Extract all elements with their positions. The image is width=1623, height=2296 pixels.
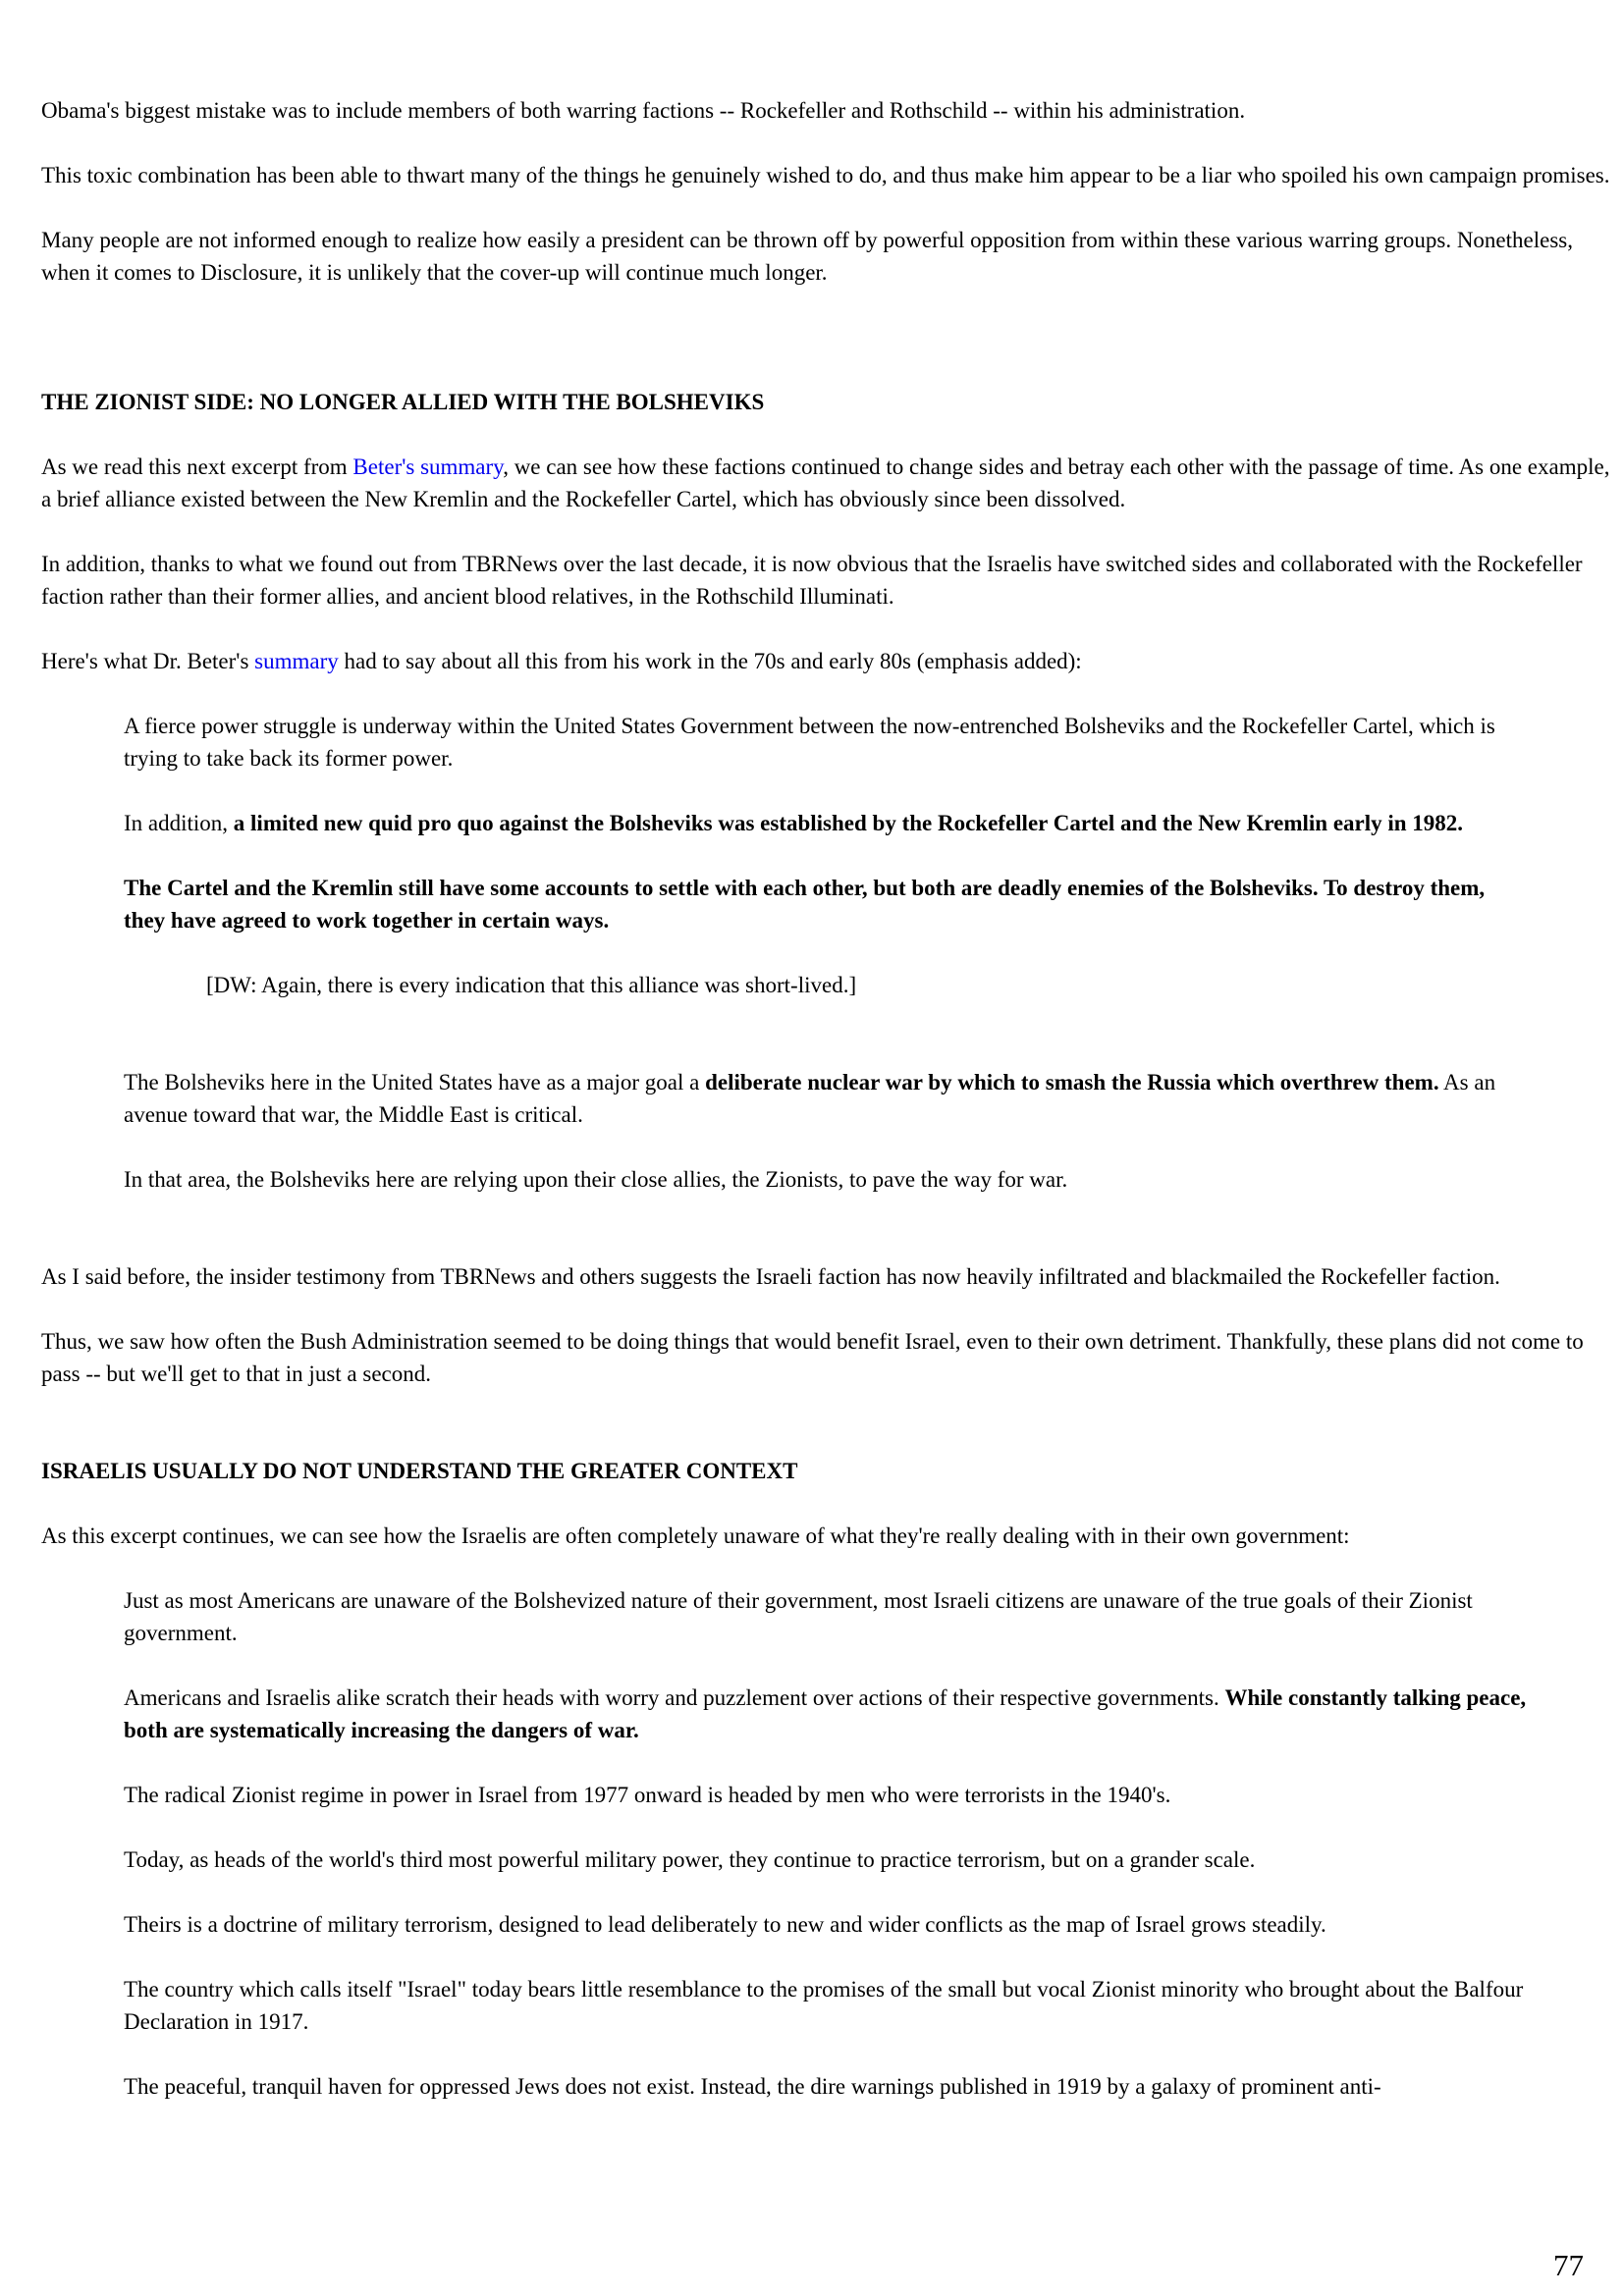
quote-paragraph: The peaceful, tranquil haven for oppressed Jews does not exist. Instead, the dire warnings published in 1919 by a galaxy of prominent anti- <box>124 2074 1381 2099</box>
paragraph <box>41 451 1612 515</box>
paragraph: As this excerpt continues, we can see how the Israelis are often completely unaware of what they're really dealing with in their own government: <box>41 1523 1350 1548</box>
editor-note: [DW: Again, there is every indication that this alliance was short-lived.] <box>206 973 857 997</box>
section-heading: THE ZIONIST SIDE: NO LONGER ALLIED WITH THE BOLSHEVIKS <box>41 390 765 414</box>
quote-text: The Bolsheviks here in the United States have as a major goal a <box>124 1070 706 1095</box>
blockquote <box>124 1584 1528 2103</box>
quote-paragraph: The country which calls itself "Israel" today bears little resemblance to the promises of the small but vocal Zionist minority who brought about the Balfour Declaration in 1917. <box>124 1977 1524 2034</box>
quote-text: As an avenue toward that war, the Middle East is critical. <box>124 1070 1496 1127</box>
paragraph: In addition, thanks to what we found out from TBRNews over the last decade, it is now obvious that the Israelis have switched sides and collaborated with the Rockefeller faction rather than their former allies, and ancient blood relatives, in the Rothschild Illuminati. <box>41 552 1583 609</box>
paragraph-text: As we read this next excerpt from <box>41 454 353 479</box>
page-number: 77 <box>1553 2248 1584 2282</box>
spacer <box>124 1034 1528 1066</box>
spacer <box>41 321 1612 386</box>
paragraph: Obama's biggest mistake was to include members of both warring factions -- Rockefeller and Rothschild -- within his administration. <box>41 98 1246 123</box>
paragraph-text: had to say about all this from his work in the 70s and early 80s (emphasis added): <box>338 649 1082 673</box>
emphasis-text: a limited new quid pro quo against the Bolsheviks was established by the Rockefeller Cartel and the New Kremlin early in 1982. <box>233 811 1464 835</box>
quote-paragraph <box>124 872 1528 936</box>
emphasis-text: The Cartel and the Kremlin still have some accounts to settle with each other, but both are deadly enemies of the Bolsheviks. To destroy them, they have agreed to work together in certain ways. <box>124 876 1486 933</box>
quote-paragraph <box>124 1682 1528 1746</box>
quote-paragraph: Just as most Americans are unaware of the Bolshevized nature of their government, most Israeli citizens are unaware of the true goals of their Zionist government. <box>124 1588 1473 1645</box>
quote-paragraph: Theirs is a doctrine of military terrorism, designed to lead deliberately to new and wider conflicts as the map of Israel grows steadily. <box>124 1912 1326 1937</box>
paragraph: Thus, we saw how often the Bush Administration seemed to be doing things that would benefit Israel, even to their own detriment. Thankfully, these plans did not come to pass -- but we'll get to that in just a second. <box>41 1329 1584 1386</box>
paragraph-text: Here's what Dr. Beter's <box>41 649 255 673</box>
quote-paragraph: A fierce power struggle is underway within the United States Government between the now-entrenched Bolsheviks and the Rockefeller Cartel, which is trying to take back its former power. <box>124 714 1495 771</box>
paragraph: This toxic combination has been able to thwart many of the things he genuinely wished to do, and thus make him appear to be a liar who spoiled his own campaign promises. <box>41 163 1610 187</box>
paragraph: As I said before, the insider testimony from TBRNews and others suggests the Israeli faction has now heavily infiltrated and blackmailed the Rockefeller faction. <box>41 1264 1500 1289</box>
betters-summary-link[interactable]: Beter's summary <box>352 454 504 479</box>
paragraph-text: , we can see how these factions continued to change sides and betray each other with the passage of time. As one example, a brief alliance existed between the New Kremlin and the Rockefeller Cartel, which has obviously since been dissolved. <box>41 454 1610 511</box>
paragraph: Many people are not informed enough to realize how easily a president can be thrown off by powerful opposition from within these various warring groups. Nonetheless, when it comes to Disclosure, it is unlikely that the cover-up will continue much longer. <box>41 228 1573 285</box>
quote-paragraph: In that area, the Bolsheviks here are relying upon their close allies, the Zionists, to pave the way for war. <box>124 1167 1068 1192</box>
quote-paragraph <box>124 1066 1528 1131</box>
quote-text: In addition, <box>124 811 234 835</box>
quote-paragraph: The radical Zionist regime in power in Israel from 1977 onward is headed by men who were terrorists in the 1940's. <box>124 1783 1171 1807</box>
quote-paragraph <box>124 807 1528 839</box>
spacer <box>41 1422 1612 1455</box>
spacer <box>41 1228 1612 1260</box>
summary-link[interactable]: summary <box>254 649 339 673</box>
emphasis-text: While constantly talking peace, both are systematically increasing the dangers of war. <box>124 1685 1527 1742</box>
paragraph <box>41 645 1612 677</box>
emphasis-text: deliberate nuclear war by which to smash the Russia which overthrew them. <box>705 1070 1439 1095</box>
quote-paragraph: Today, as heads of the world's third most powerful military power, they continue to practice terrorism, but on a grander scale. <box>124 1847 1256 1872</box>
blockquote <box>124 710 1528 1196</box>
document-page <box>41 94 1612 2135</box>
quote-text: Americans and Israelis alike scratch their heads with worry and puzzlement over actions of their respective governments. <box>124 1685 1225 1710</box>
section-heading: ISRAELIS USUALLY DO NOT UNDERSTAND THE GREATER CONTEXT <box>41 1459 798 1483</box>
